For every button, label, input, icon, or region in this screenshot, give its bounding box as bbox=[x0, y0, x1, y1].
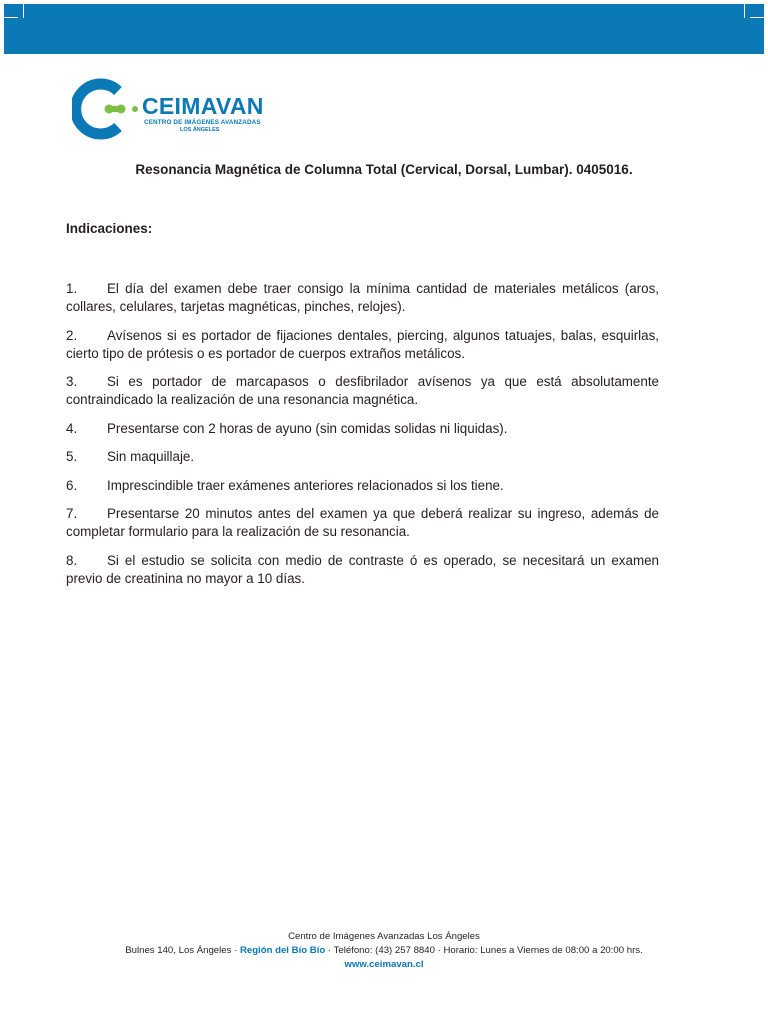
logo-name: CEIMAVAN bbox=[142, 93, 264, 119]
footer-address: Bulnes 140, Los Ángeles · bbox=[125, 945, 240, 956]
list-item bbox=[66, 505, 659, 541]
item-text: Sin maquillaje. bbox=[107, 449, 195, 464]
footer bbox=[0, 930, 768, 972]
footer-website-link[interactable]: www.ceimavan.cl bbox=[344, 959, 424, 970]
item-number: 3. bbox=[66, 374, 78, 389]
list-item bbox=[66, 552, 659, 588]
section-title: Indicaciones: bbox=[66, 221, 153, 236]
indications-list bbox=[66, 280, 659, 598]
item-text: Si el estudio se solicita con medio de contraste ó es operado, se necesitará un examen previo de creatinina no mayor a 10 días. bbox=[66, 552, 659, 586]
crop-mark-left bbox=[23, 4, 24, 18]
item-number: 5. bbox=[66, 449, 78, 464]
footer-contact-line bbox=[0, 944, 768, 958]
logo-subtitle-city: LOS ÁNGELES bbox=[180, 127, 220, 133]
item-text: Si es portador de marcapasos o desfibrilador avísenos ya que está absolutamente contraindicado la realización de una resonancia magnética. bbox=[66, 374, 659, 407]
footer-center-name: Centro de Imágenes Avanzadas Los Ángeles bbox=[288, 931, 480, 942]
crop-mark-left-h bbox=[4, 17, 18, 18]
list-item bbox=[66, 448, 659, 466]
list-item bbox=[66, 280, 659, 316]
item-text: Presentarse 20 minutos antes del examen ya que deberá realizar su ingreso, además de completar formulario para la realización de su resonancia. bbox=[66, 506, 659, 539]
footer-contact: · Teléfono: (43) 257 8840 · Horario: Lunes a Viernes de 08:00 a 20:00 hrs. bbox=[325, 945, 643, 956]
header-band bbox=[4, 4, 764, 54]
item-text: Presentarse con 2 horas de ayuno (sin comidas solidas ni liquidas). bbox=[107, 420, 508, 436]
item-text: Imprescindible traer exámenes anteriores relacionados si los tiene. bbox=[107, 477, 504, 493]
item-number: 4. bbox=[66, 420, 78, 436]
item-text: Avísenos si es portador de fijaciones dentales, piercing, algunos tatuajes, balas, esquirlas, cierto tipo de prótesis o es portador de cuerpos extraños metálicos. bbox=[66, 327, 659, 361]
list-item bbox=[66, 373, 659, 409]
item-number: 2. bbox=[66, 327, 78, 343]
list-item bbox=[66, 327, 659, 363]
item-number: 1. bbox=[66, 281, 78, 296]
item-number: 8. bbox=[66, 552, 78, 568]
crop-mark-right-h bbox=[750, 17, 764, 18]
list-item bbox=[66, 420, 659, 438]
item-number: 7. bbox=[66, 506, 78, 521]
logo-subtitle: CENTRO DE IMÁGENES AVANZADAS bbox=[144, 119, 261, 126]
document-title: Resonancia Magnética de Columna Total (Cervical, Dorsal, Lumbar). 0405016. bbox=[135, 162, 633, 177]
item-text: El día del examen debe traer consigo la mínima cantidad de materiales metálicos (aros, collares, celulares, tarjetas magnéticas, pinches, relojes). bbox=[66, 281, 659, 314]
crop-mark-right bbox=[744, 4, 745, 18]
ceimavan-logo bbox=[72, 78, 272, 140]
ceimavan-logo-icon bbox=[72, 78, 142, 140]
list-item bbox=[66, 477, 659, 495]
footer-region: Región del Bío Bío bbox=[239, 945, 326, 956]
item-number: 6. bbox=[66, 477, 78, 493]
